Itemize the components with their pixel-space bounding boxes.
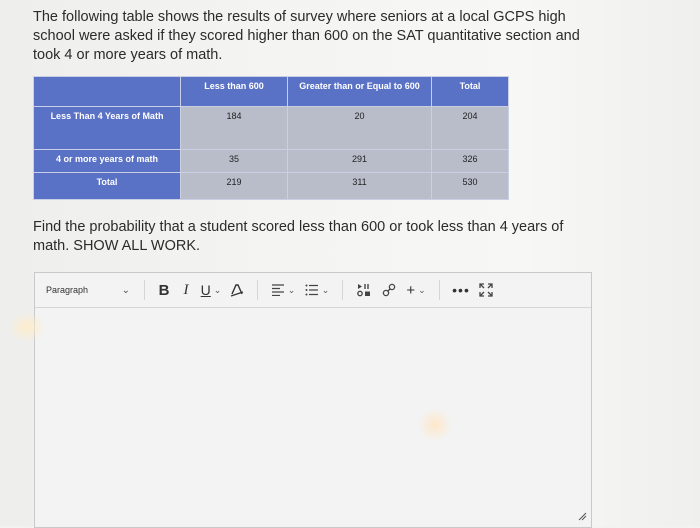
underline-button[interactable]	[197, 277, 225, 303]
chevron-down-icon: ⌄	[213, 284, 222, 295]
table-header-row	[34, 77, 509, 107]
rich-text-editor[interactable]	[34, 272, 592, 528]
insert-more-dropdown[interactable]	[401, 277, 431, 303]
media-icon	[357, 283, 371, 297]
table-row-label: 4 or more years of math	[34, 150, 181, 173]
table-header-cell: Less than 600	[181, 77, 288, 107]
table-row	[34, 173, 509, 200]
table-header-cell: Greater than or Equal to 600	[288, 77, 432, 107]
align-left-icon	[271, 284, 285, 296]
table-cell: 326	[432, 150, 509, 173]
toolbar-divider	[144, 280, 145, 300]
bullet-list-icon	[305, 284, 319, 296]
resize-handle-icon[interactable]	[577, 511, 587, 521]
question-text: The following table shows the results of survey where seniors at a local GCPS high school were asked if they scored higher than 600 on the SAT quantitative section and took 4 or more years of math.	[33, 9, 580, 63]
paragraph-format-label: Paragraph	[46, 285, 89, 295]
chevron-down-icon: ⌄	[418, 284, 426, 295]
bold-button[interactable]: B	[158, 281, 170, 299]
text-color-button[interactable]	[225, 277, 249, 303]
table-cell: 291	[288, 150, 432, 173]
editor-toolbar	[35, 273, 591, 308]
chevron-down-icon: ⌄	[287, 284, 296, 295]
table-cell: 530	[432, 173, 509, 200]
toolbar-divider	[257, 280, 258, 300]
table-cell: 35	[181, 150, 288, 173]
underline-label: U	[200, 282, 211, 298]
light-glare	[8, 312, 46, 342]
table-cell: 219	[181, 173, 288, 200]
text-color-icon	[230, 283, 244, 297]
list-dropdown[interactable]	[300, 277, 334, 303]
editor-content-area[interactable]	[35, 308, 591, 526]
align-dropdown[interactable]	[266, 277, 300, 303]
more-icon: •••	[452, 282, 470, 298]
table-cell: 184	[181, 106, 288, 149]
table-row	[34, 150, 509, 173]
link-icon	[382, 283, 396, 297]
table-corner-cell	[34, 77, 181, 107]
chevron-down-icon: ⌄	[321, 284, 330, 295]
italic-button[interactable]: I	[183, 281, 189, 298]
table-cell: 311	[288, 173, 432, 200]
table-row-label: Less Than 4 Years of Math	[34, 106, 181, 149]
prompt-text: Find the probability that a student scored less than 600 or took less than 4 years of math. SHOW ALL WORK.	[33, 219, 564, 254]
paragraph-format-dropdown[interactable]	[35, 277, 136, 303]
light-glare	[418, 408, 452, 442]
table-row	[34, 106, 509, 149]
survey-table	[33, 76, 509, 200]
toolbar-divider	[342, 280, 343, 300]
expand-icon	[479, 283, 493, 297]
insert-link-button[interactable]	[377, 277, 401, 303]
plus-icon: +	[406, 281, 416, 299]
chevron-down-icon: ⌄	[121, 284, 130, 296]
table-cell: 20	[288, 106, 432, 149]
table-row-label: Total	[34, 173, 181, 200]
insert-media-button[interactable]	[351, 277, 377, 303]
more-options-button[interactable]	[448, 277, 474, 303]
fullscreen-button[interactable]	[474, 277, 498, 303]
toolbar-divider	[439, 280, 440, 300]
table-cell: 204	[432, 106, 509, 149]
table-header-cell: Total	[432, 77, 509, 107]
